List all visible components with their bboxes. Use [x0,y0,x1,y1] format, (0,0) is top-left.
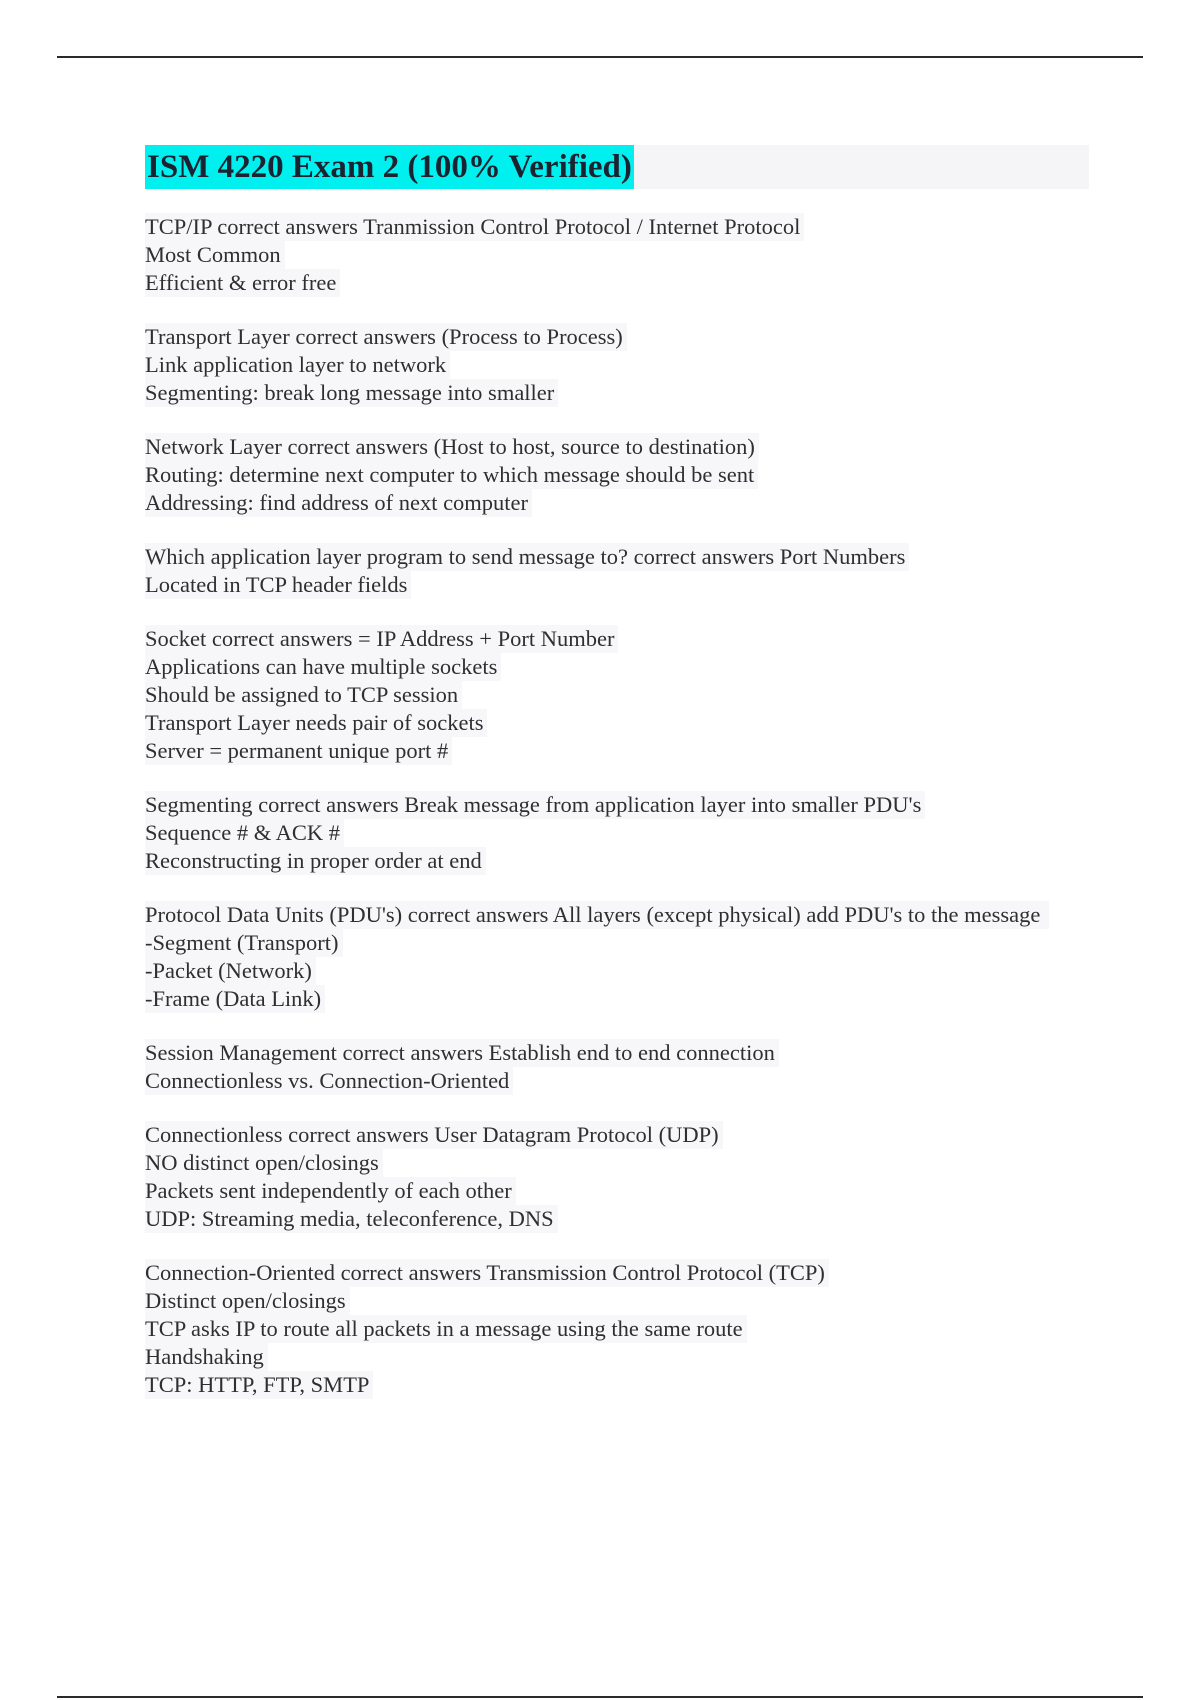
qa-entry [145,901,1065,1013]
entry-line: Addressing: find address of next computer [145,489,532,517]
qa-entry [145,1259,1065,1399]
entry-line: Transport Layer needs pair of sockets [145,709,487,737]
entry-line: Socket correct answers = IP Address + Port Number [145,625,618,653]
entry-line: Link application layer to network [145,351,450,379]
entry-line: TCP: HTTP, FTP, SMTP [145,1371,373,1399]
entry-line: TCP asks IP to route all packets in a message using the same route [145,1315,747,1343]
entry-line: Network Layer correct answers (Host to host, source to destination) [145,433,759,461]
entry-line: Connectionless correct answers User Datagram Protocol (UDP) [145,1121,723,1149]
entry-line: Sequence # & ACK # [145,819,344,847]
entry-line: Segmenting: break long message into smaller [145,379,558,407]
entry-line: Applications can have multiple sockets [145,653,501,681]
entry-line: Segmenting correct answers Break message from application layer into smaller PDU's [145,791,925,819]
entry-line: UDP: Streaming media, teleconference, DNS [145,1205,558,1233]
entry-line: Session Management correct answers Establish end to end connection [145,1039,779,1067]
entry-line: Connection-Oriented correct answers Transmission Control Protocol (TCP) [145,1259,829,1287]
entry-line: -Frame (Data Link) [145,985,325,1013]
entry-line: TCP/IP correct answers Tranmission Control Protocol / Internet Protocol [145,213,804,241]
page-title: ISM 4220 Exam 2 (100% Verified) [145,145,634,189]
entry-line: Server = permanent unique port # [145,737,452,765]
entry-line: Reconstructing in proper order at end [145,847,486,875]
entry-line: Should be assigned to TCP session [145,681,462,709]
entry-line: Routing: determine next computer to which message should be sent [145,461,758,489]
entry-line: Transport Layer correct answers (Process to Process) [145,323,627,351]
document-body [145,213,1065,1425]
page-bottom-rule [57,1696,1143,1698]
qa-entry [145,625,1065,765]
qa-entry [145,1121,1065,1233]
qa-entry [145,213,1065,297]
page-top-rule [57,56,1143,58]
entry-line: -Packet (Network) [145,957,316,985]
qa-entry [145,791,1065,875]
qa-entry [145,1039,1065,1095]
qa-entry [145,543,1065,599]
entry-line: Which application layer program to send message to? correct answers Port Numbers [145,543,909,571]
entry-line: -Segment (Transport) [145,929,343,957]
entry-line: Connectionless vs. Connection-Oriented [145,1067,513,1095]
qa-entry [145,433,1065,517]
entry-line: Handshaking [145,1343,268,1371]
qa-entry [145,323,1065,407]
entry-line: Efficient & error free [145,269,340,297]
entry-line: Located in TCP header fields [145,571,411,599]
entry-line: Protocol Data Units (PDU's) correct answers All layers (except physical) add PDU's to the message [145,901,1049,929]
entry-line: Packets sent independently of each other [145,1177,516,1205]
entry-line: Distinct open/closings [145,1287,350,1315]
entry-line: NO distinct open/closings [145,1149,383,1177]
entry-line: Most Common [145,241,285,269]
